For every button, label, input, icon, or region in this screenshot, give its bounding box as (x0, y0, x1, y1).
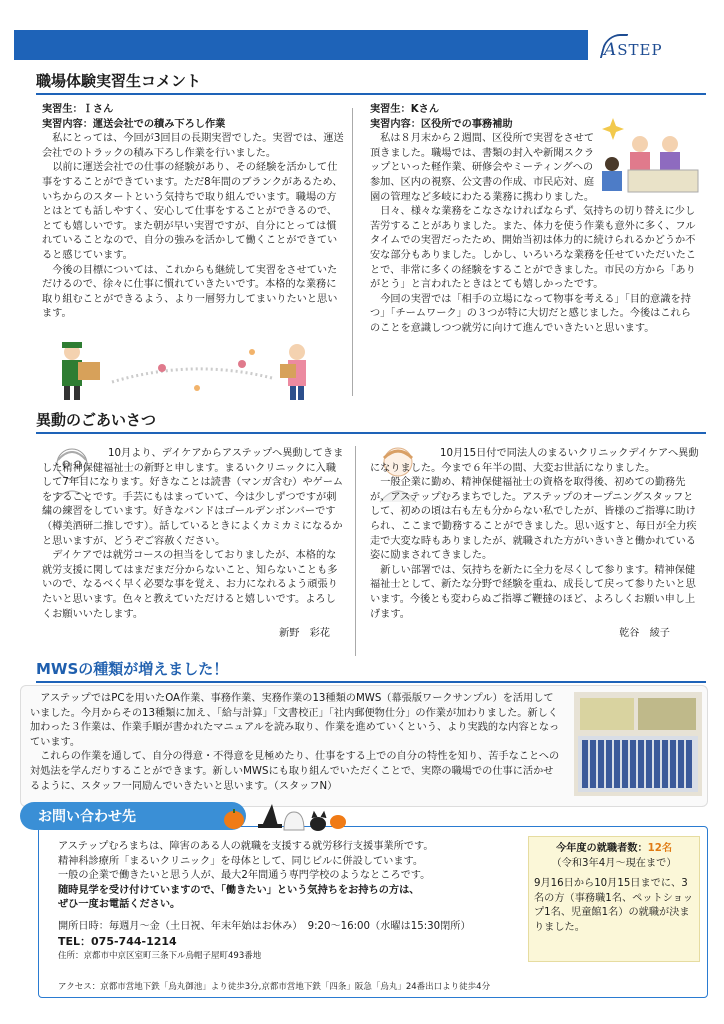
visitor-icon (602, 157, 622, 191)
cat-icon (310, 812, 326, 831)
transfer2-paragraph: 一般企業に勤め、精神保健福祉士の資格を取得後、初めての勤務先が、アステップむろまちでした。アステップのオープニングスタッフとして、初めの頃は右も左も分からない私でしたが、皆様のご指導に助けられ、ここまで勤務することができました。思い返すと、毎日が全力疾走で大変な時もありましたが、就職された方がいきいきと働かれている姿に励まされてきました。 (370, 477, 697, 562)
comment-section-underline (36, 93, 706, 95)
transfer2-paragraph: 新しい部署では、気持ちを新たに全力を尽くして参ります。精神保健福祉士として、新たな分野で経験を重ね、成長して戻って参りたいと思います。今後とも変わらぬご指導ご鞭撻のほど、よろしくお願い申し上げます。 (370, 564, 696, 620)
transfer1-intro: 10月より、デイケアからアステップへ異動してきました精神保健福祉士の新野と申します。まるいクリニックに入職して7年目になります。好きなことは読書（マンガ含む）やゲームをすることです。手芸にもはまっていて、今は少しずつですが刺繍の練習をしています。好きなバンドはゴールデンボンバーです（樽美酒研二推しです）。話しているときによくカミカミになるかと思いますが、どうぞご容赦ください。 (42, 448, 344, 547)
transfer1-signature: 新野 彩花 (279, 628, 330, 640)
mws-section-underline (36, 681, 706, 683)
transfer2-block (370, 447, 700, 639)
pumpkin-icon (330, 815, 346, 829)
mws-binders-photo (574, 692, 702, 796)
opening-hours: 開所日時：毎週月～金（土日祝、年末年始はお休み） 9:20～16:00（水曜は15:30閉所） (58, 921, 471, 932)
transfer2-signature: 乾谷 綾子 (619, 628, 670, 640)
comment-section-title: 職場体験実習生コメント (36, 72, 202, 90)
sparkle-icon (602, 118, 624, 140)
transfer1-body: デイケアでは就労コースの担当をしておりましたが、本格的な就労支援に関してはまだまだ分からないこと、知らないことも多いので、なるべく早く必要な事を覚え、お力になれるよう頑張りたいと思います。色々と教えていただけると嬉しいです。よろしくお願いいたします。 (42, 550, 338, 620)
pumpkin-icon (224, 809, 244, 829)
contact-section-title: お問い合わせ先 (38, 809, 136, 825)
transfer2-intro: 10月15日付で同法人のまるいクリニックデイケアへ異動になりました。今まで６年半の間、大変お世話になりました。 (370, 448, 699, 474)
staff-icon (630, 136, 650, 172)
counter-desk-icon (628, 170, 698, 192)
staff-icon (660, 136, 680, 172)
access-info: アクセス：京都市営地下鉄「烏丸御池」より徒歩3分,京都市営地下鉄「四条」阪急「烏丸」24番出口より徒歩4分 (58, 982, 491, 992)
contact-line: ぜひ一度お電話ください。 (58, 899, 181, 911)
contact-details (58, 920, 528, 964)
trainee2-content: 実習内容：区役所での事務補助 (370, 118, 513, 130)
trainee1-name: 実習生：Ｉさん (42, 104, 114, 115)
contact-text-block (58, 840, 518, 913)
office-illustration (600, 116, 704, 196)
contact-line: アステップむろまちは、障害のある人の就職を支援する就労移行支援事業所です。 (58, 841, 434, 852)
column-divider (355, 446, 356, 656)
trainee2-name: 実習生：Kさん (370, 104, 440, 115)
telephone: TEL：075-744-1214 (58, 934, 177, 948)
mws-text-block (30, 692, 562, 794)
contact-line: 一般の企業で働きたいと思う人が、最大2年間通う専門学校のようなところです。 (58, 870, 431, 882)
mws-paragraph: アステップではPCを用いたOA作業、事務作業、実務作業の13種類のMWS（幕張版ワークサンプル）を活用していました。今月からその13種類に加え、「給与計算」「文書校正」「社内郵便物仕分」の作業が加わりました。新しく加わった３作業は、作業手順が書かれたマニュアルを読み取り、作業を進めていくという、より実践的な内容となっています。 (30, 693, 560, 748)
mws-section-title: MWSの種類が増えました！ (36, 660, 229, 678)
employment-period: （令和3年4月～現在まで） (551, 857, 677, 869)
trainee2-paragraph: 今回の実習では「相手の立場になって物事を考える」「目的意識を持つ」「チームワーク」の３つが特に大切だと感じました。今後はこれらのことを意識しつつ就労に向けて進んでいきたいと思います。 (370, 293, 691, 334)
trainee1-block (42, 103, 344, 322)
delivery-illustration (52, 338, 322, 406)
logo: ASTEP (604, 40, 663, 60)
trainee2-paragraph: 私は８月末から２週間、区役所で実習をさせて頂きました。職場では、書類の封入や新聞スクラップといった軽作業、研修会やミーティングへの参加、区内の視察、公文書の作成、市民応対、庭園の管理など多岐にわたる業務に携わりました。 (370, 133, 595, 203)
trainee2-paragraph: 日々、様々な業務をこなさなければならず、気持ちの切り替えに少し苦労することがありました。また、体力を使う作業も意外に多く、フルタイムでの実習だったため、開始当初は体力的に続けられるかどうか不安な部分もありました。しかし、いろいろな業務を任せていただいたことで、非常に多くの経験をすることができました。市民の方から「ありがとう」と言われたときはとても嬉しかったです。 (370, 206, 696, 291)
trainee1-paragraph: 以前に運送会社での仕事の経験があり、その経験を活かして仕事をすることができています。ただ8年間のブランクがあるため、いちからのスタートという気持ちで取り組んでいます。職場の方とはとても話しやすく、安心して仕事をすることができるので、とても嬉しいです。また朝が早い実習ですが、自分にとっては慣れていることなので、自分の強みを活かして働くことができていると感じています。 (42, 162, 343, 261)
address: 住所：京都市中京区室町三条下ル烏帽子屋町493番地 (58, 951, 262, 962)
contact-line: 精神科診療所「まるいクリニック」を母体として、同じビルに併設しています。 (58, 855, 424, 867)
employment-note (534, 842, 694, 936)
transfer-section-title: 異動のごあいさつ (36, 411, 157, 429)
transfer-section-underline (36, 432, 706, 434)
halloween-decoration (222, 800, 348, 834)
ghost-icon (284, 812, 304, 830)
delivery-worker-icon (62, 342, 100, 400)
witch-hat-icon (258, 804, 282, 828)
trainee1-paragraph: 私にとっては、今回が3回目の長期実習でした。実習では、運送会社でのトラックの積み下ろし作業を行いました。 (42, 133, 344, 159)
trainee1-content: 実習内容：運送会社での積み下ろし作業 (42, 118, 226, 130)
employment-detail: 9月16日から10月15日までに、3名の方（事務職1名、ペットショップ1名、児童館1名）の就職が決まりました。 (534, 878, 694, 933)
worker-with-box-icon (280, 344, 306, 400)
mws-paragraph: これらの作業を通して、自分の得意・不得意を見極めたり、仕事をする上での自分の特性を知り、苦手なことへの対処法を学んだりすることができます。新しいMWSにも取り組んでいただくことで、実際の職場での仕事に活かせるように、スタッフ一同励んでいきたいと思います。（スタッフN） (30, 751, 560, 792)
employment-count: 今年度の就職者数：12名 (555, 843, 673, 854)
column-divider (352, 108, 353, 396)
contact-line: 随時見学を受け付けていますので、「働きたい」という気持ちをお持ちの方は、 (58, 884, 420, 896)
transfer1-block (42, 447, 344, 639)
trainee1-paragraph: 今後の目標については、これからも継続して実習をさせていただけるので、徐々に仕事に慣れていきたいです。本格的な業務に取り組むことができるよう、より一層努力してまいりたいと思います。 (42, 264, 338, 320)
